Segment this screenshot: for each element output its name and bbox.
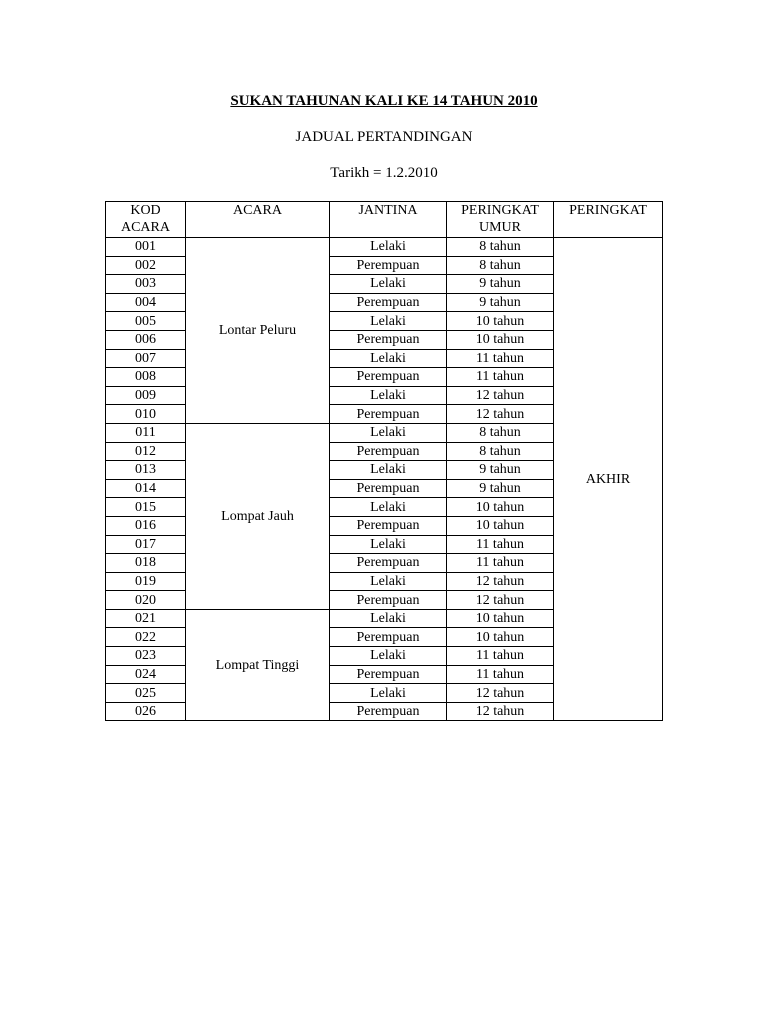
cell-kod: 012	[106, 442, 186, 461]
cell-kod: 010	[106, 405, 186, 424]
cell-jantina: Perempuan	[330, 479, 447, 498]
cell-jantina: Lelaki	[330, 535, 447, 554]
document-date: Tarikh = 1.2.2010	[330, 165, 438, 181]
header-kod-line1: KOD	[130, 203, 161, 218]
cell-jantina: Lelaki	[330, 609, 447, 628]
cell-peringkat-umur: 12 tahun	[447, 684, 554, 703]
cell-jantina: Perempuan	[330, 442, 447, 461]
cell-kod: 025	[106, 684, 186, 703]
cell-peringkat-umur: 11 tahun	[447, 349, 554, 368]
cell-jantina: Lelaki	[330, 386, 447, 405]
cell-jantina: Lelaki	[330, 684, 447, 703]
cell-peringkat-umur: 12 tahun	[447, 572, 554, 591]
cell-peringkat-umur: 9 tahun	[447, 461, 554, 480]
cell-jantina: Perempuan	[330, 293, 447, 312]
cell-kod: 024	[106, 665, 186, 684]
cell-peringkat-umur: 11 tahun	[447, 665, 554, 684]
cell-kod: 005	[106, 312, 186, 331]
cell-peringkat-umur: 12 tahun	[447, 702, 554, 721]
cell-peringkat-umur: 8 tahun	[447, 442, 554, 461]
cell-jantina: Lelaki	[330, 275, 447, 294]
header-jantina: JANTINA	[330, 202, 447, 238]
cell-jantina: Perempuan	[330, 256, 447, 275]
cell-jantina: Lelaki	[330, 238, 447, 257]
cell-kod: 026	[106, 702, 186, 721]
cell-acara: Lompat Tinggi	[186, 609, 330, 721]
cell-peringkat-umur: 11 tahun	[447, 647, 554, 666]
schedule-body	[106, 238, 663, 721]
cell-kod: 003	[106, 275, 186, 294]
cell-peringkat-umur: 12 tahun	[447, 405, 554, 424]
cell-peringkat-umur: 10 tahun	[447, 498, 554, 517]
cell-kod: 022	[106, 628, 186, 647]
cell-kod: 020	[106, 591, 186, 610]
header-peringkat-umur	[447, 202, 554, 238]
cell-kod: 014	[106, 479, 186, 498]
cell-kod: 011	[106, 423, 186, 442]
cell-jantina: Perempuan	[330, 330, 447, 349]
cell-kod: 001	[106, 238, 186, 257]
cell-jantina: Lelaki	[330, 423, 447, 442]
cell-kod: 016	[106, 516, 186, 535]
cell-peringkat-umur: 10 tahun	[447, 516, 554, 535]
header-kod-line2: ACARA	[120, 220, 170, 235]
cell-kod: 007	[106, 349, 186, 368]
cell-jantina: Lelaki	[330, 349, 447, 368]
cell-jantina: Perempuan	[330, 554, 447, 573]
cell-kod: 002	[106, 256, 186, 275]
cell-peringkat-umur: 12 tahun	[447, 591, 554, 610]
cell-jantina: Perempuan	[330, 628, 447, 647]
document-title: SUKAN TAHUNAN KALI KE 14 TAHUN 2010	[230, 93, 538, 109]
cell-kod: 018	[106, 554, 186, 573]
header-umur-line2: UMUR	[478, 220, 521, 235]
cell-jantina: Perempuan	[330, 516, 447, 535]
cell-peringkat-umur: 9 tahun	[447, 479, 554, 498]
cell-kod: 008	[106, 368, 186, 387]
cell-peringkat-umur: 11 tahun	[447, 368, 554, 387]
cell-peringkat-umur: 9 tahun	[447, 275, 554, 294]
cell-peringkat-umur: 11 tahun	[447, 554, 554, 573]
cell-jantina: Lelaki	[330, 572, 447, 591]
cell-jantina: Perempuan	[330, 702, 447, 721]
cell-peringkat-umur: 9 tahun	[447, 293, 554, 312]
header-umur-line1: PERINGKAT	[461, 203, 539, 218]
cell-kod: 017	[106, 535, 186, 554]
cell-jantina: Perempuan	[330, 591, 447, 610]
header-peringkat: PERINGKAT	[554, 202, 663, 238]
cell-kod: 004	[106, 293, 186, 312]
cell-kod: 019	[106, 572, 186, 591]
cell-jantina: Lelaki	[330, 312, 447, 331]
cell-peringkat-umur: 10 tahun	[447, 628, 554, 647]
cell-jantina: Perempuan	[330, 368, 447, 387]
header-acara: ACARA	[186, 202, 330, 238]
table-header-row	[106, 202, 663, 238]
cell-peringkat-umur: 10 tahun	[447, 330, 554, 349]
document-subtitle: JADUAL PERTANDINGAN	[295, 129, 473, 145]
schedule-table	[105, 201, 663, 721]
table-row	[106, 238, 663, 257]
cell-kod: 023	[106, 647, 186, 666]
cell-peringkat-umur: 8 tahun	[447, 238, 554, 257]
cell-jantina: Lelaki	[330, 647, 447, 666]
cell-peringkat: AKHIR	[554, 238, 663, 721]
cell-acara: Lontar Peluru	[186, 238, 330, 424]
cell-jantina: Perempuan	[330, 665, 447, 684]
cell-jantina: Lelaki	[330, 498, 447, 517]
cell-peringkat-umur: 8 tahun	[447, 423, 554, 442]
cell-kod: 015	[106, 498, 186, 517]
cell-peringkat-umur: 10 tahun	[447, 609, 554, 628]
cell-acara: Lompat Jauh	[186, 423, 330, 609]
cell-jantina: Perempuan	[330, 405, 447, 424]
cell-kod: 021	[106, 609, 186, 628]
cell-peringkat-umur: 10 tahun	[447, 312, 554, 331]
cell-peringkat-umur: 8 tahun	[447, 256, 554, 275]
cell-jantina: Lelaki	[330, 461, 447, 480]
cell-peringkat-umur: 12 tahun	[447, 386, 554, 405]
cell-kod: 013	[106, 461, 186, 480]
cell-peringkat-umur: 11 tahun	[447, 535, 554, 554]
cell-kod: 006	[106, 330, 186, 349]
header-kod-acara	[106, 202, 186, 238]
cell-kod: 009	[106, 386, 186, 405]
